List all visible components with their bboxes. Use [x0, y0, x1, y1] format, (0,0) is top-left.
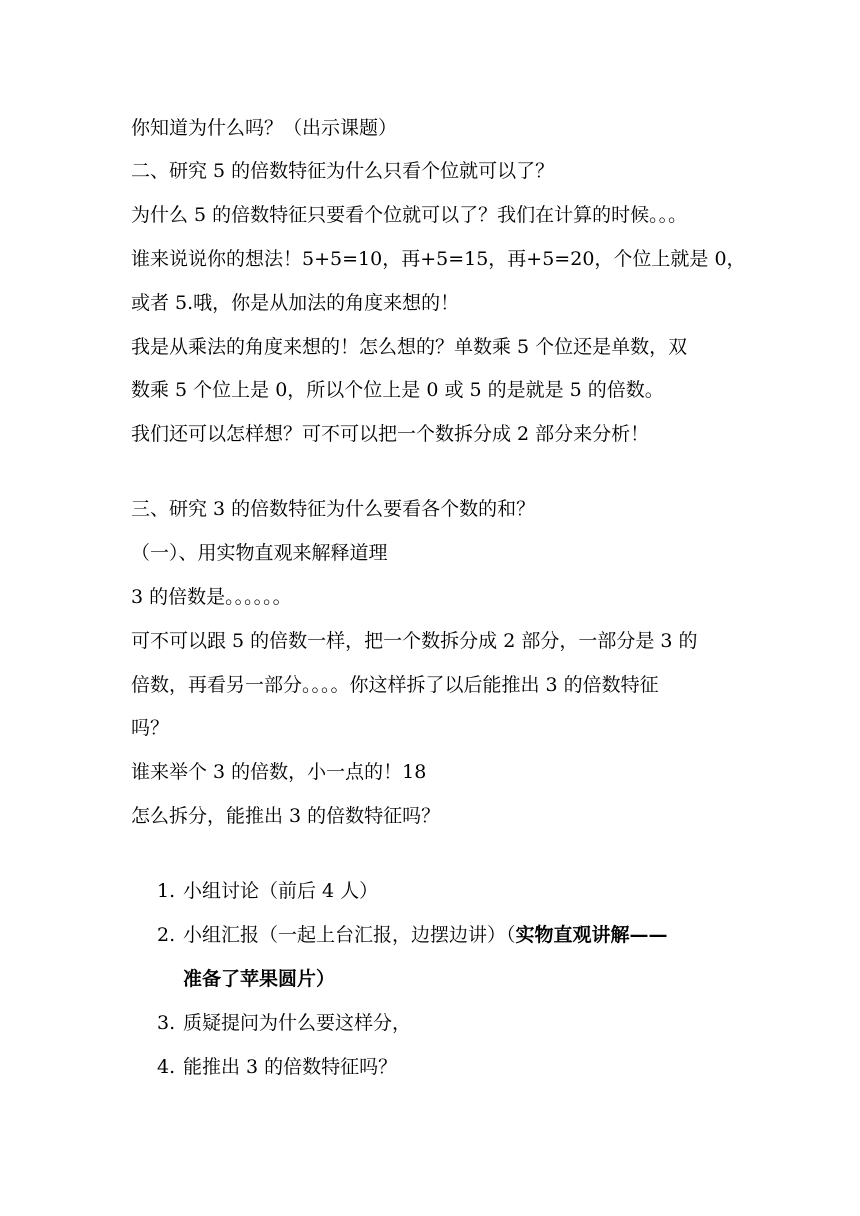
paragraph-line: 怎么拆分，能推出 3 的倍数特征吗？: [131, 805, 441, 827]
list-number: 3.: [157, 1012, 176, 1034]
section-heading: 三、研究 3 的倍数特征为什么要看各个数的和？: [131, 498, 536, 520]
list-item-text: 小组汇报（一起上台汇报，边摆边讲）（: [183, 924, 516, 946]
paragraph-line: 吗？: [131, 717, 170, 739]
list-item: 小组讨论（前后 4 人）: [183, 880, 379, 902]
list-number: 4.: [157, 1056, 176, 1078]
paragraph-line: 你知道为什么吗？（出示课题）: [131, 117, 398, 139]
paragraph-line: 可不可以跟 5 的倍数一样，把一个数拆分成 2 部分，一部分是 3 的: [131, 630, 698, 652]
paragraph-line: 倍数，再看另一部分。。。。你这样拆了以后能推出 3 的倍数特征: [131, 674, 659, 696]
paragraph-line: 我们还可以怎样想？可不可以把一个数拆分成 2 部分来分析！: [131, 423, 650, 445]
list-item-bold-continuation: 准备了苹果圆片）: [183, 968, 336, 990]
paragraph-line: 或者 5.哦，你是从加法的角度来想的！: [131, 292, 460, 314]
list-number: 2.: [157, 924, 176, 946]
subsection-heading: （一）、用实物直观来解释道理: [131, 542, 388, 564]
list-number: 1.: [157, 880, 176, 902]
list-item: [183, 923, 668, 947]
paragraph-line: 我是从乘法的角度来想的！怎么想的？单数乘 5 个位还是单数，双: [131, 336, 688, 358]
list-item: 能推出 3 的倍数特征吗？: [183, 1056, 398, 1078]
list-item: 质疑提问为什么要这样分，: [183, 1012, 412, 1034]
section-heading: 二、研究 5 的倍数特征为什么只看个位就可以了？: [131, 160, 555, 182]
paragraph-line: 为什么 5 的倍数特征只要看个位就可以了？我们在计算的时候。。。: [131, 204, 688, 226]
list-item-bold-text: 实物直观讲解——: [515, 924, 668, 946]
paragraph-line: 3 的倍数是。。。。。。: [131, 586, 292, 608]
paragraph-line: 谁来说说你的想法！5+5=10，再+5=15，再+5=20，个位上就是 0，: [131, 248, 746, 270]
paragraph-line: 谁来举个 3 的倍数，小一点的！18: [131, 761, 427, 783]
paragraph-line: 数乘 5 个位上是 0，所以个位上是 0 或 5 的是就是 5 的倍数。: [131, 379, 664, 401]
